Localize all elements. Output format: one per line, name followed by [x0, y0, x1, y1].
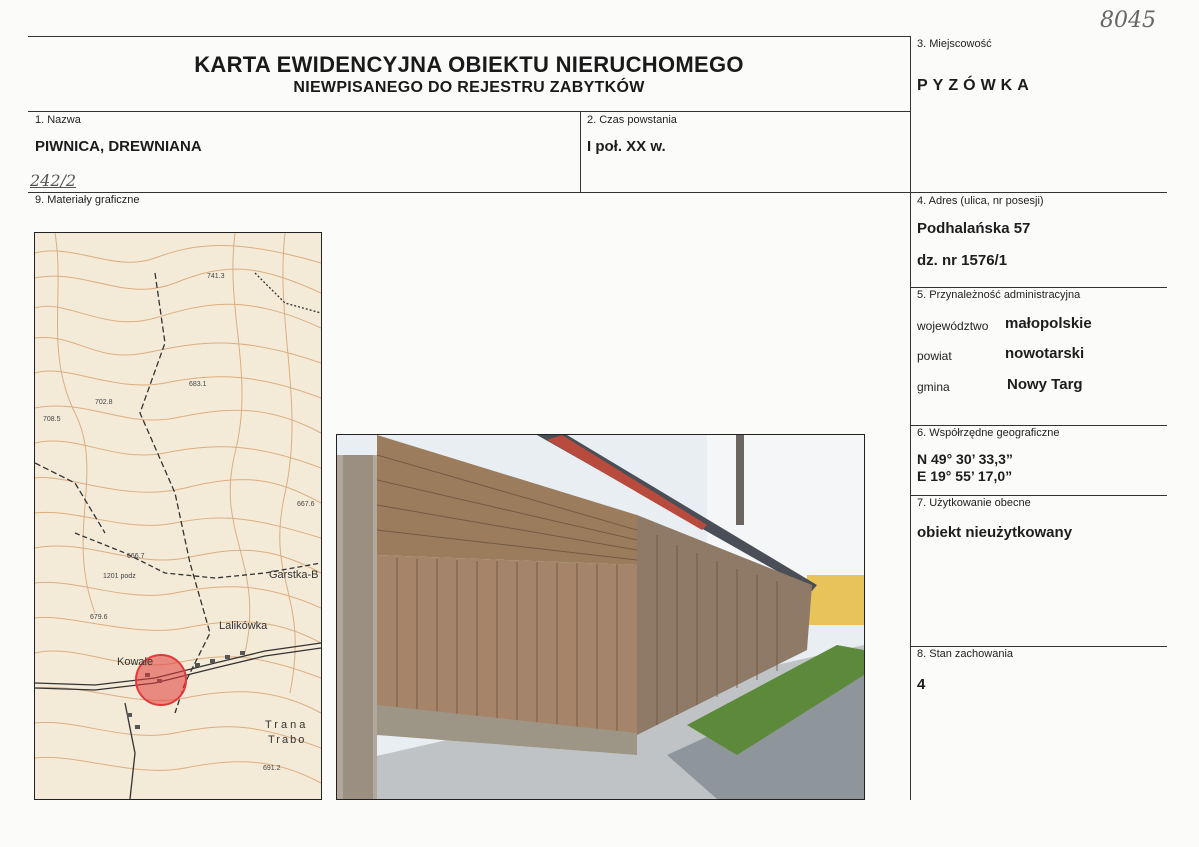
- map-label-elevation: 683.1: [189, 381, 207, 388]
- map-label-trabo: Trabo: [268, 734, 307, 746]
- wojewodztwo-value: małopolskie: [1005, 315, 1092, 332]
- gmina-value: Nowy Targ: [1007, 376, 1083, 393]
- gmina-key: gmina: [917, 380, 950, 394]
- adres-street: Podhalańska 57: [917, 220, 1031, 237]
- header-bottom-rule: [28, 111, 910, 112]
- name-date-divider: [580, 111, 581, 192]
- map-label-elevation: 667.6: [297, 501, 315, 508]
- wspolrzedne-label: 6. Współrzędne geograficzne: [917, 427, 1060, 439]
- uzytkowanie-value: obiekt nieużytkowany: [917, 524, 1073, 541]
- stan-value: 4: [917, 676, 926, 693]
- uzytkowanie-label: 7. Użytkowanie obecne: [917, 497, 1031, 509]
- map-label-elevation: 691.2: [263, 765, 281, 772]
- sep-state: [910, 646, 1167, 647]
- card-subtitle: NIEWPISANEGO DO REJESTRU ZABYTKÓW: [293, 79, 645, 96]
- building-photo: [336, 434, 865, 800]
- top-border: [28, 36, 910, 37]
- powiat-key: powiat: [917, 349, 952, 363]
- map-label-elevation: 1201 podz: [103, 573, 136, 580]
- archive-number: 8045: [1100, 8, 1156, 33]
- topographic-map: [34, 232, 322, 800]
- sep-admin: [910, 287, 1167, 288]
- card-title: KARTA EWIDENCYJNA OBIEKTU NIERUCHOMEGO: [194, 52, 744, 77]
- map-label-elevation: 702.8: [95, 399, 113, 406]
- czas-value: I poł. XX w.: [587, 138, 666, 155]
- adres-plot: dz. nr 1576/1: [917, 252, 1008, 269]
- nazwa-label: 1. Nazwa: [35, 114, 81, 126]
- map-label-elevation: 708.5: [43, 416, 61, 423]
- sep-coords: [910, 425, 1167, 426]
- coordinate-e: E 19° 55’ 17,0”: [917, 468, 1013, 484]
- map-label-garstka: Garstka-B: [269, 569, 319, 581]
- adres-label: 4. Adres (ulica, nr posesji): [917, 195, 1044, 207]
- nazwa-value: PIWNICA, DREWNIANA: [35, 138, 202, 155]
- map-label-elevation: 666.7: [127, 553, 145, 560]
- map-label-elevation: 741.3: [207, 273, 225, 280]
- miejscowosc-value: PYZÓWKA: [917, 77, 1034, 94]
- column-divider: [910, 36, 911, 800]
- sep-usage: [910, 495, 1167, 496]
- map-label-kowale: Kowale: [117, 656, 154, 668]
- materialy-label: 9. Materiały graficzne: [35, 194, 140, 206]
- stan-label: 8. Stan zachowania: [917, 648, 1014, 660]
- powiat-value: nowotarski: [1005, 345, 1085, 362]
- map-label-lalikowka: Lalikówka: [219, 620, 268, 632]
- coordinate-n: N 49° 30’ 33,3”: [917, 451, 1013, 467]
- administracja-label: 5. Przynależność administracyjna: [917, 289, 1081, 301]
- czas-label: 2. Czas powstania: [587, 114, 677, 126]
- nazwa-handwritten-note: 242/2: [30, 171, 77, 190]
- miejscowosc-label: 3. Miejscowość: [917, 38, 992, 50]
- map-label-elevation: 679.6: [90, 614, 108, 621]
- row1-bottom-rule: [28, 192, 1167, 193]
- wojewodztwo-key: województwo: [917, 319, 989, 333]
- map-label-trana: Trana: [265, 719, 309, 731]
